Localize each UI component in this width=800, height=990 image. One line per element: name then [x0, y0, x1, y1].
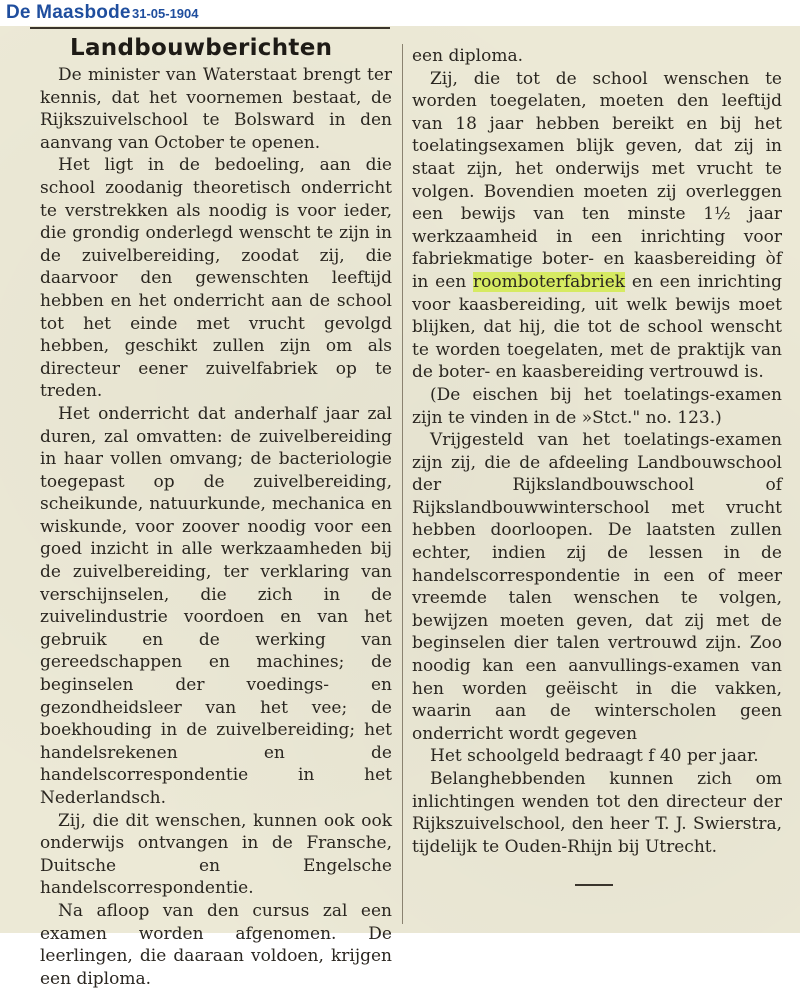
end-rule	[575, 884, 613, 886]
left-column	[40, 64, 392, 990]
paragraph	[412, 68, 782, 384]
article-heading: Landbouwberichten	[70, 35, 333, 61]
column-divider	[402, 44, 403, 924]
newspaper-title: De Maasbode	[6, 2, 131, 23]
paragraph: Belanghebbenden kunnen zich om inlichtingen wenden tot den directeur der Rijkszuivelschool, den heer T. J. Swierstra, tijdelijk te Ouden-Rhijn bij Utrecht.	[412, 769, 782, 857]
paragraph-continuation: een diploma.	[412, 46, 524, 66]
text-run: en een inrichting voor kaasbereiding, uit welk bewijs moet blijken, dat hij, die tot de school wenscht te worden toegelaten, met de praktijk van de boter- en kaasbereiding vertrouwd is.	[412, 271, 783, 383]
publication-date: 31-05-1904	[132, 6, 199, 21]
paragraph: Zij, die dit wenschen, kunnen ook ook onderwijs ontvangen in de Fransche, Duitsche en Engelsche handelscorrespondentie.	[40, 810, 392, 899]
paragraph: Vrijgesteld van het toelatings-examen zijn zij, die de afdeeling Landbouwschool der Rijkslandbouwschool of Rijkslandbouwwinterschool met vrucht hebben doorloopen. De laatsten zullen echter, indien zij de lessen in de handelscorrespondentie in een of meer vreemde talen wenschen te volgen, bewijzen moeten geven, dat zij met de beginselen dier talen vertrouwd zijn. Zoo noodig kan een aanvullings-examen van hen worden geëischt in die vakken, waarin aan de winterscholen geen onderricht wordt gegeven	[412, 430, 782, 744]
top-rule	[30, 27, 390, 29]
paragraph: Het ligt in de bedoeling, aan die school zoodanig theoretisch onderricht te verstrekken als noodig is voor ieder, die grondig onderlegd wenscht te zijn in de zuivelbereiding, zoodat zij, die daarvoor den gewenschten leeftijd hebben en het onderricht aan de school tot het einde met vrucht gevolgd hebben, geschikt zullen zijn om als directeur eener zuivelfabriek op te treden.	[40, 155, 392, 402]
paragraph: (De eischen bij het toelatings-examen zijn te vinden in de »Stct." no. 123.)	[412, 384, 782, 428]
paragraph: Het onderricht dat anderhalf jaar zal duren, zal omvatten: de zuivelbereiding in haar vollen omvang; de bacteriologie toegepast op de zuivelbereiding, scheikunde, natuurkunde, mechanica en wiskunde, voor zoover noodig voor een goed inzicht in alle werkzaamheden bij de zuivelbereiding, ter verklaring van verschijnselen, die zich in de zuivelindustrie voordoen en van het gebruik en de werking van gereedschappen en machines; de beginselen der voedings- en gezondheidsleer van het vee; de boekhouding in de zuivelbereiding; het handelsrekenen en de handelscorrespondentie in het Nederlandsch.	[40, 403, 392, 808]
right-column	[412, 45, 782, 858]
newspaper-clipping	[0, 26, 800, 989]
text-run: Zij, die tot de school wenschen te worden toegelaten, moeten den leeftijd van 18 jaar hebben bereikt en bij het toelatingsexamen blijk geven, dat zij in staat zijn, het onderwijs met vrucht te volgen. Bovendien moeten zij overleggen een bewijs van ten minste 1½ jaar werkzaamheid in een inrichting voor fabriekmatige boter- en kaasbereiding òf in een	[412, 68, 782, 292]
paragraph: Na afloop van den cursus zal een examen worden afgenomen. De leerlingen, die daaraan voldoen, krijgen een diploma.	[40, 900, 392, 989]
clipping-header	[0, 0, 800, 26]
paragraph: De minister van Waterstaat brengt ter kennis, dat het voornemen bestaat, de Rijkszuivelschool te Bolsward in den aanvang van October te openen.	[40, 65, 392, 153]
search-highlight: roomboterfabriek	[473, 271, 626, 292]
paragraph: Het schoolgeld bedraagt f 40 per jaar.	[430, 746, 759, 767]
